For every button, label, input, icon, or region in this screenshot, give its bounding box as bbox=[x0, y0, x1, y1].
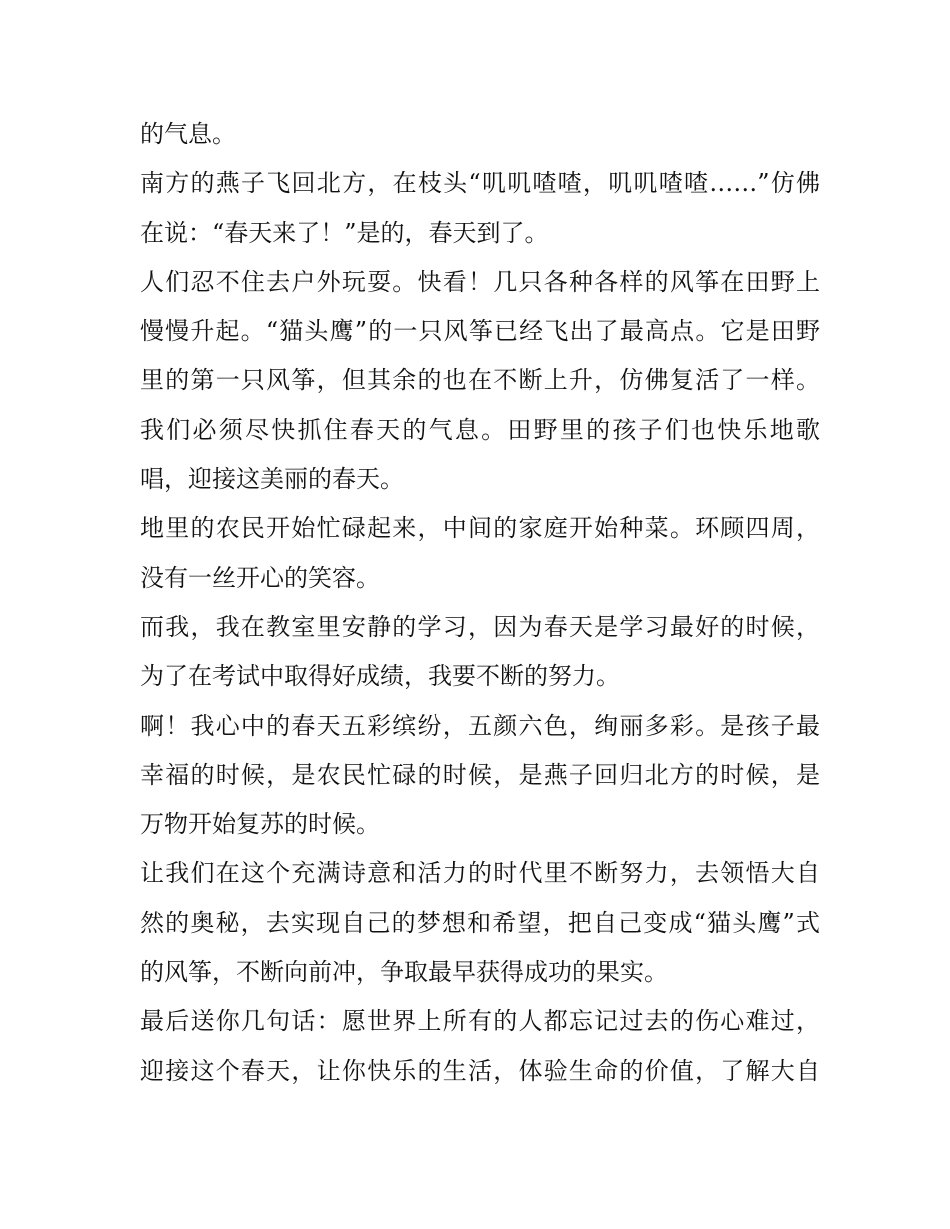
text-line: 而我，我在教室里安静的学习，因为春天是学习最好的时候， bbox=[140, 612, 820, 641]
text-line: 的风筝，不断向前冲，争取最早获得成功的果实。 bbox=[140, 958, 668, 987]
text-line: 让我们在这个充满诗意和活力的时代里不断努力，去领悟大自 bbox=[140, 859, 820, 888]
text-line: 最后送你几句话：愿世界上所有的人都忘记过去的伤心难过， bbox=[140, 1007, 820, 1036]
text-line: 万物开始复苏的时候。 bbox=[140, 810, 380, 839]
text-line: 唱，迎接这美丽的春天。 bbox=[140, 465, 404, 494]
text-line: 里的第一只风筝，但其余的也在不断上升，仿佛复活了一样。 bbox=[140, 366, 820, 395]
text-line: 南方的燕子飞回北方，在枝头“叽叽喳喳，叽叽喳喳……”仿佛 bbox=[140, 169, 820, 198]
text-line: 为了在考试中取得好成绩，我要不断的努力。 bbox=[140, 662, 620, 691]
text-line: 的气息。 bbox=[140, 120, 236, 148]
body-text bbox=[140, 110, 820, 1096]
text-line: 幸福的时候，是农民忙碌的时候，是燕子回归北方的时候，是 bbox=[140, 760, 820, 789]
text-line: 迎接这个春天，让你快乐的生活，体验生命的价值，了解大自 bbox=[140, 1056, 820, 1085]
text-line: 然的奥秘，去实现自己的梦想和希望，把自己变成“猫头鹰”式 bbox=[140, 908, 820, 937]
text-line: 我们必须尽快抓住春天的气息。田野里的孩子们也快乐地歌 bbox=[140, 415, 820, 444]
text-line: 地里的农民开始忙碌起来，中间的家庭开始种菜。环顾四周， bbox=[140, 514, 820, 543]
text-line: 啊！我心中的春天五彩缤纷，五颜六色，绚丽多彩。是孩子最 bbox=[140, 711, 820, 740]
text-line: 没有一丝开心的笑容。 bbox=[140, 563, 380, 592]
text-line: 在说：“春天来了！”是的，春天到了。 bbox=[140, 218, 549, 247]
text-line: 慢慢升起。“猫头鹰”的一只风筝已经飞出了最高点。它是田野 bbox=[140, 317, 820, 346]
text-line: 人们忍不住去户外玩耍。快看！几只各种各样的风筝在田野上 bbox=[140, 267, 820, 296]
